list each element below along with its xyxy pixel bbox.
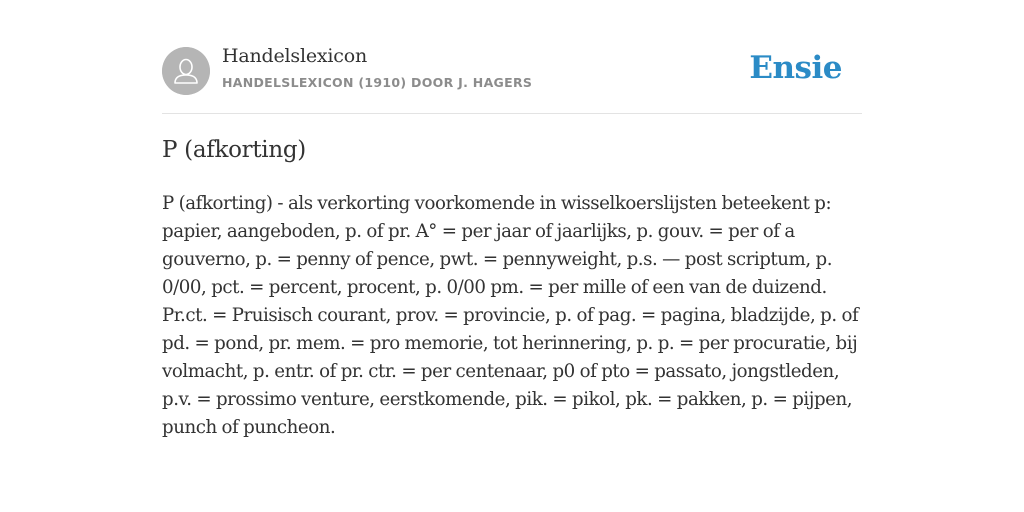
ensie-logo[interactable]: Ensie: [749, 50, 842, 86]
user-icon[interactable]: [162, 47, 210, 95]
entry-body: P (afkorting) - als verkorting voorkomende in wisselkoerslijsten beteekent p: papier, aangeboden, p. of pr. A° = per jaar of jaarlijks, p. gouv. = per of a gouverno, p. = penny of pence, pwt. = pennyweight, p.s. — post scriptum, p. 0/00, pct. = percent, procent, p. 0/00 pm. = per mille of een van de duizend. Pr.ct. = Pruisisch courant, prov. = provincie, p. of pag. = pagina, bladzijde, p. of pd. = pond, pr. mem. = pro memorie, tot herinnering, p. p. = per procuratie, bij volmacht, p. entr. of pr. ctr. = per centenaar, p0 of pto = passato, jongstleden, p.v. = prossimo venture, eerstkomende, pik. = pikol, pk. = pakken, p. = pijpen, punch of puncheon.: [162, 193, 859, 438]
entry-title: P (afkorting): [162, 137, 306, 163]
entry-card: [162, 0, 862, 438]
source-header: [162, 0, 862, 114]
source-title-link[interactable]: Handelslexicon: [222, 45, 367, 67]
source-subtitle: HANDELSLEXICON (1910) DOOR J. HAGERS: [222, 75, 533, 90]
